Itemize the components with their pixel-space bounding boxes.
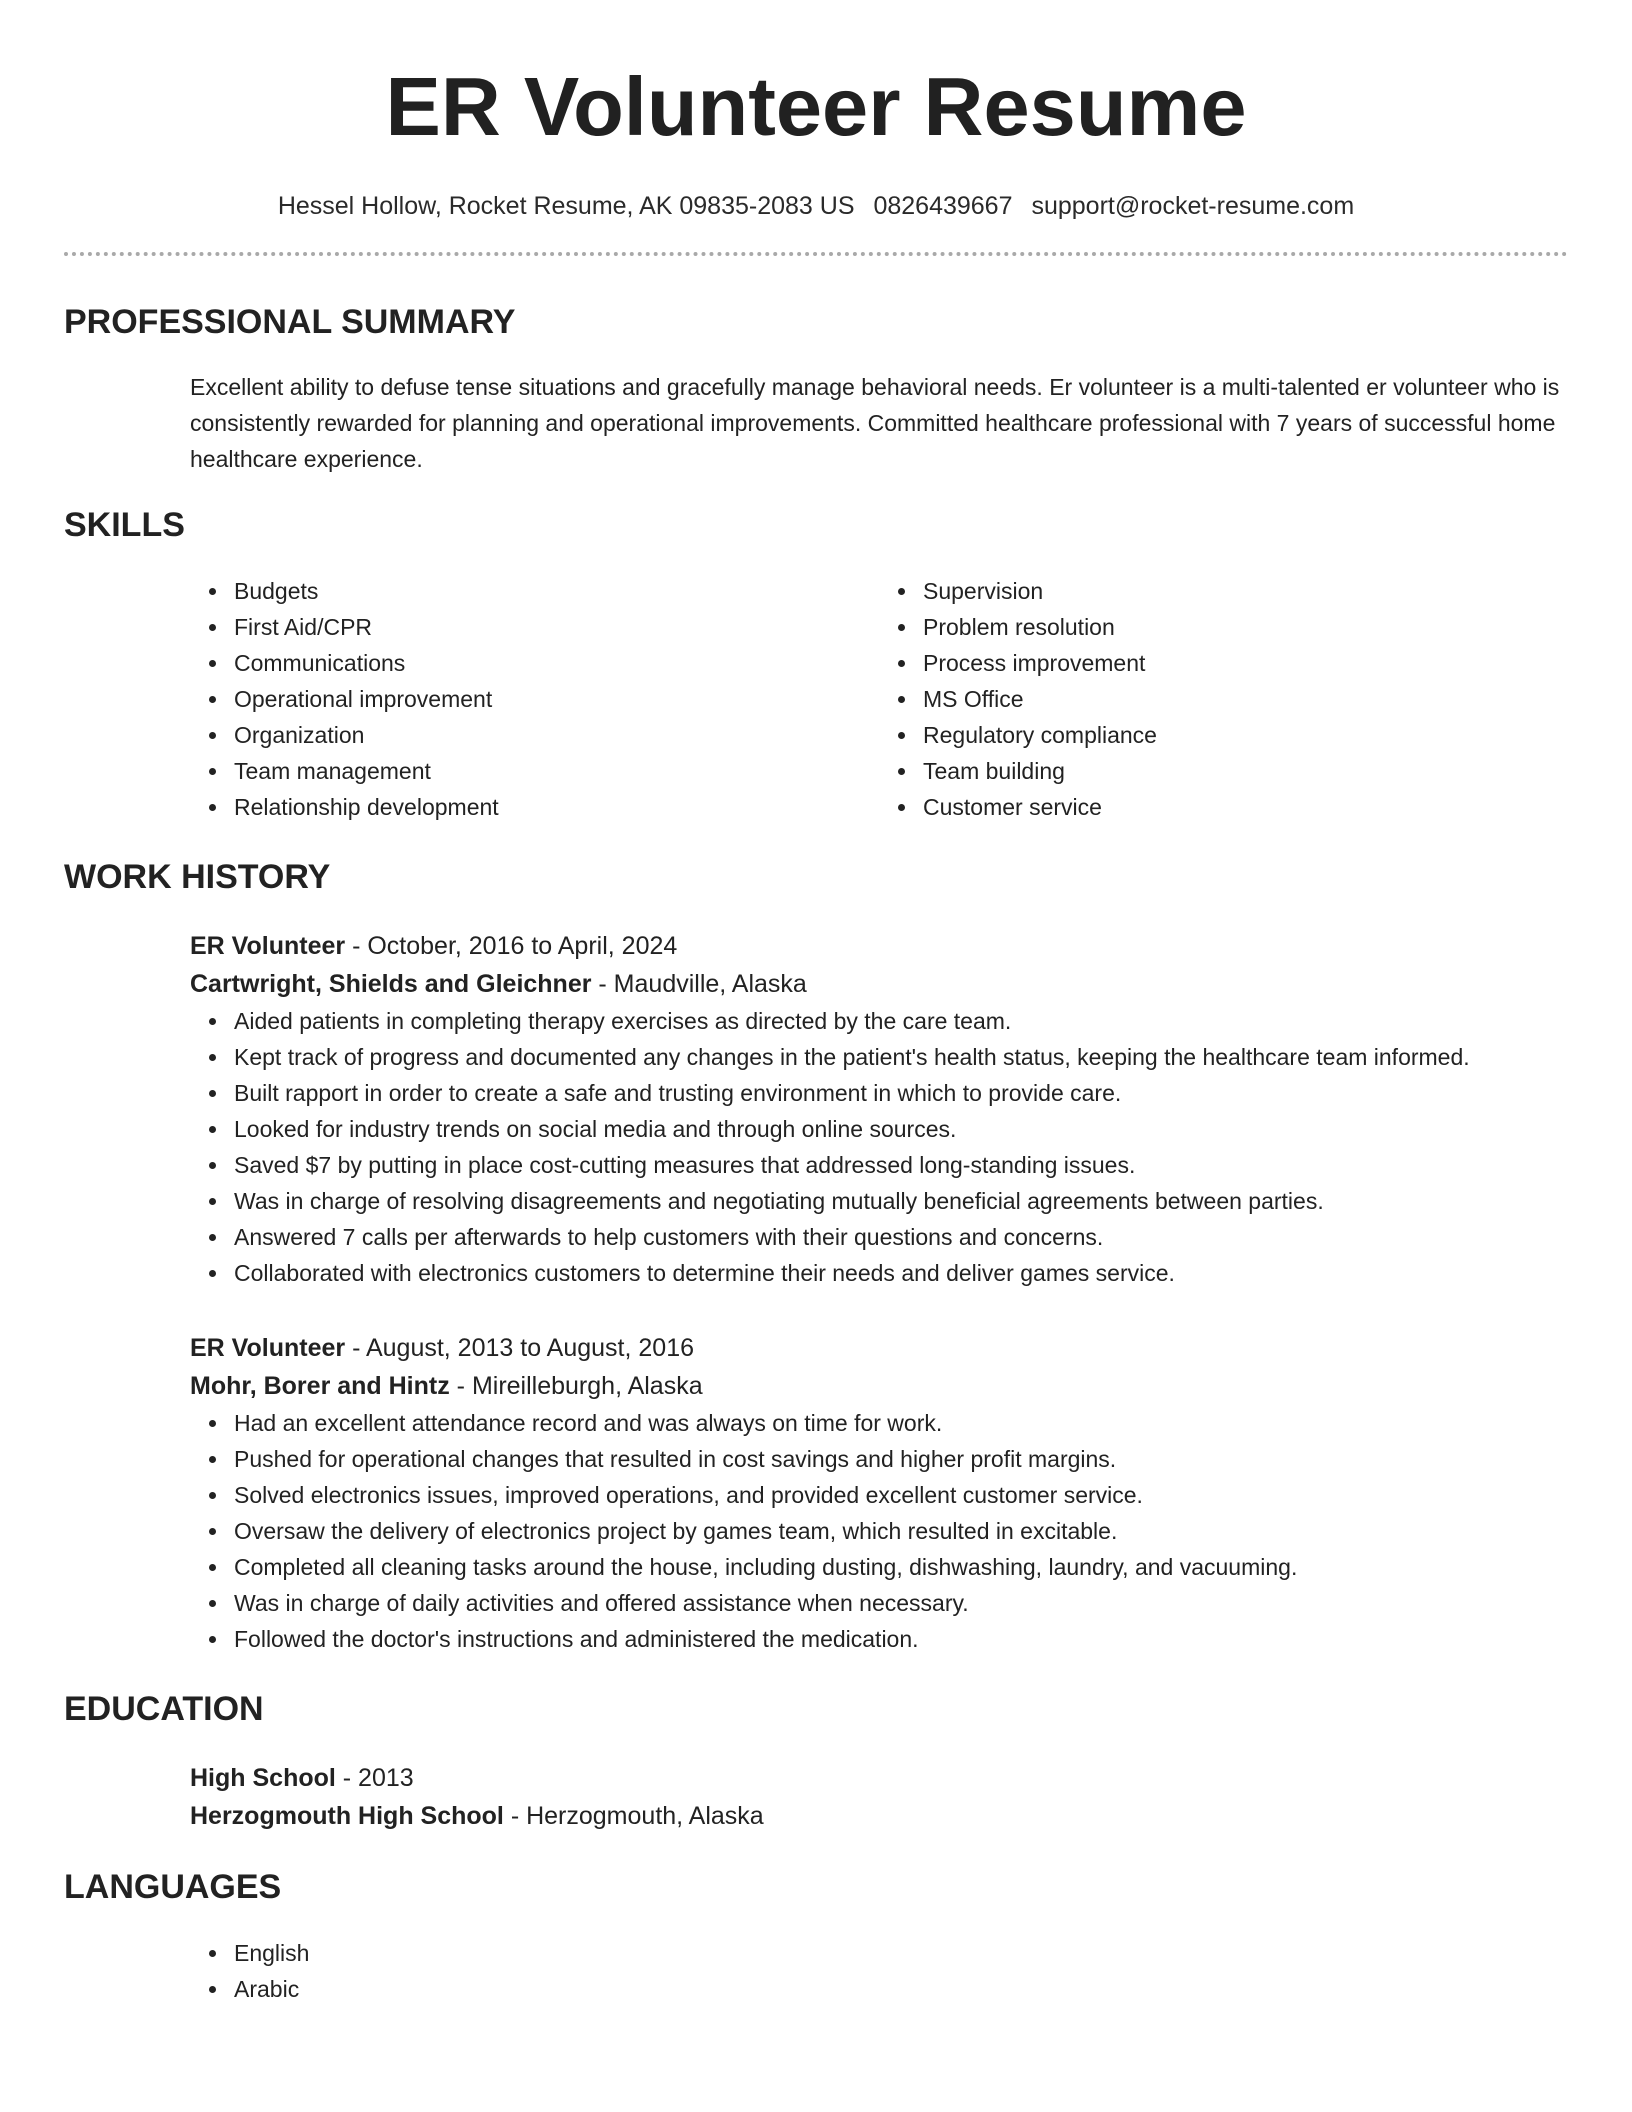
- skill-item: Budgets: [234, 573, 879, 609]
- skill-item: Relationship development: [234, 789, 879, 825]
- skill-item: Regulatory compliance: [923, 717, 1568, 753]
- skills-column-right: [879, 573, 1568, 825]
- skill-item: Problem resolution: [923, 609, 1568, 645]
- skill-item: Team building: [923, 753, 1568, 789]
- job-company: Mohr, Borer and Hintz: [190, 1372, 450, 1400]
- job-dates: - October, 2016 to April, 2024: [345, 932, 678, 960]
- duty-item: Was in charge of resolving disagreements and negotiating mutually beneficial agreements between parties.: [234, 1183, 1568, 1219]
- duty-item: Pushed for operational changes that resulted in cost savings and higher profit margins.: [234, 1441, 1568, 1477]
- language-item: English: [234, 1935, 1568, 1971]
- graduation-year: - 2013: [335, 1764, 414, 1792]
- duty-item: Was in charge of daily activities and offered assistance when necessary.: [234, 1585, 1568, 1621]
- school-name: Herzogmouth High School: [190, 1802, 504, 1830]
- contact-email: support@rocket-resume.com: [1031, 192, 1355, 220]
- skills-heading: SKILLS: [64, 506, 185, 544]
- duty-item: Followed the doctor's instructions and administered the medication.: [234, 1621, 1568, 1657]
- duty-item: Had an excellent attendance record and was always on time for work.: [234, 1405, 1568, 1441]
- contact-phone: 0826439667: [873, 192, 1013, 220]
- degree-line: [190, 1759, 1568, 1797]
- summary-text: Excellent ability to defuse tense situations and gracefully manage behavioral needs. Er volunteer is a multi-talented er volunteer who is consistently rewarded for planning and operational improvements. Committed healthcare professional with 7 years of successful home healthcare experience.: [190, 374, 1560, 472]
- skill-item: Process improvement: [923, 645, 1568, 681]
- job-company-line: [190, 965, 1568, 1003]
- duty-item: Collaborated with electronics customers to determine their needs and deliver games service.: [234, 1255, 1568, 1291]
- job-location: - Maudville, Alaska: [591, 970, 807, 998]
- skill-item: Communications: [234, 645, 879, 681]
- skill-item: First Aid/CPR: [234, 609, 879, 645]
- degree: High School: [190, 1764, 336, 1792]
- skill-item: Customer service: [923, 789, 1568, 825]
- skills-column-left: [190, 573, 879, 825]
- dotted-divider: [64, 252, 1568, 256]
- duty-item: Solved electronics issues, improved operations, and provided excellent customer service.: [234, 1477, 1568, 1513]
- job-company-line: [190, 1367, 1568, 1405]
- languages-heading: LANGUAGES: [64, 1868, 282, 1906]
- skill-item: Supervision: [923, 573, 1568, 609]
- work-history-heading: WORK HISTORY: [64, 858, 331, 896]
- language-item: Arabic: [234, 1971, 1568, 2007]
- education-heading: EDUCATION: [64, 1690, 264, 1728]
- duty-item: Answered 7 calls per afterwards to help customers with their questions and concerns.: [234, 1219, 1568, 1255]
- job-title-line: [190, 1329, 1568, 1367]
- school-line: [190, 1797, 1568, 1835]
- page-title: ER Volunteer Resume: [385, 60, 1247, 153]
- job-title: ER Volunteer: [190, 932, 346, 960]
- school-location: - Herzogmouth, Alaska: [503, 1802, 764, 1830]
- languages-list: [64, 1935, 1568, 2007]
- skill-item: Team management: [234, 753, 879, 789]
- job-location: - Mireilleburgh, Alaska: [449, 1372, 703, 1400]
- job-dates: - August, 2013 to August, 2016: [345, 1334, 695, 1362]
- job-entry: [64, 1329, 1568, 1657]
- duty-item: Looked for industry trends on social media and through online sources.: [234, 1111, 1568, 1147]
- duty-item: Kept track of progress and documented any changes in the patient's health status, keeping the healthcare team informed.: [234, 1039, 1568, 1075]
- duty-item: Completed all cleaning tasks around the house, including dusting, dishwashing, laundry, and vacuuming.: [234, 1549, 1568, 1585]
- job-title: ER Volunteer: [190, 1334, 346, 1362]
- duty-item: Oversaw the delivery of electronics project by games team, which resulted in excitable.: [234, 1513, 1568, 1549]
- job-entry: [64, 927, 1568, 1291]
- skill-item: Operational improvement: [234, 681, 879, 717]
- job-duties: [190, 1405, 1568, 1657]
- job-company: Cartwright, Shields and Gleichner: [190, 970, 592, 998]
- duty-item: Built rapport in order to create a safe and trusting environment in which to provide care.: [234, 1075, 1568, 1111]
- skill-item: MS Office: [923, 681, 1568, 717]
- languages-bullets: [190, 1935, 1568, 2007]
- contact-address: Hessel Hollow, Rocket Resume, AK 09835-2083 US: [277, 192, 855, 220]
- skills-list: [64, 573, 1568, 825]
- job-duties: [190, 1003, 1568, 1291]
- summary-heading: PROFESSIONAL SUMMARY: [64, 303, 516, 341]
- education-entry: [64, 1759, 1568, 1835]
- duty-item: Saved $7 by putting in place cost-cutting measures that addressed long-standing issues.: [234, 1147, 1568, 1183]
- job-title-line: [190, 927, 1568, 965]
- skill-item: Organization: [234, 717, 879, 753]
- contact-line: [64, 190, 1568, 222]
- duty-item: Aided patients in completing therapy exercises as directed by the care team.: [234, 1003, 1568, 1039]
